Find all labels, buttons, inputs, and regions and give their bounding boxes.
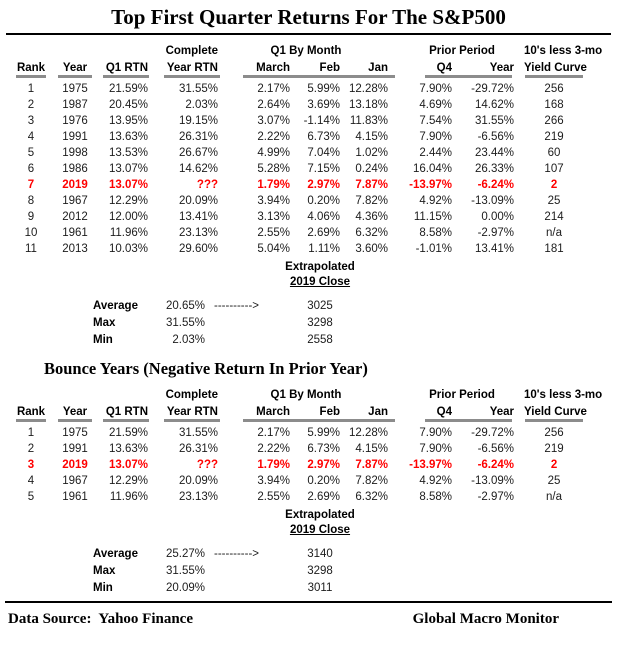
table-cell: 10 <box>24 227 38 239</box>
table-cell: 1967 <box>62 195 88 207</box>
table-cell: 23.44% <box>475 147 515 159</box>
header-underline <box>16 419 46 422</box>
table-cell: 5 <box>27 147 35 159</box>
table-cell: 13.95% <box>108 115 148 127</box>
table-row <box>10 129 584 145</box>
table-cell: 2.17% <box>257 427 290 439</box>
table-row <box>10 489 584 505</box>
extrapolated-close-header <box>250 509 390 536</box>
table-cell: 6.32% <box>355 491 388 503</box>
summary-row-average <box>0 297 617 314</box>
table-cell: 14.62% <box>178 163 218 175</box>
bounce-years-table <box>10 385 603 505</box>
table-cell: 5.99% <box>307 83 340 95</box>
table-cell: 19.15% <box>178 115 218 127</box>
table-row <box>10 457 584 473</box>
table-cell: 2.69% <box>307 227 340 239</box>
col-year-rtn: Year RTN <box>166 406 218 418</box>
table-cell: 11 <box>25 243 37 255</box>
table-cell: 12.28% <box>348 427 388 439</box>
table-cell: 2 <box>550 459 558 471</box>
publisher-label: Global Macro Monitor <box>412 611 559 627</box>
summary-value: 31.55% <box>165 316 205 329</box>
extrapolated-2019-close-label: 2019 Close <box>289 524 351 536</box>
table-row <box>10 225 584 241</box>
data-source-label: Data Source: Yahoo Finance <box>8 611 193 627</box>
col-march: March <box>256 406 290 418</box>
table-cell: 3.60% <box>355 243 388 255</box>
col-q1-rtn: Q1 RTN <box>105 62 148 74</box>
table-cell: 20.09% <box>178 475 218 487</box>
group-header-prior-period: Prior Period <box>429 45 495 57</box>
table-cell: 11.83% <box>349 115 388 127</box>
table-cell: 25 <box>547 475 561 487</box>
summary-close-value: 3011 <box>307 581 333 594</box>
table-cell: 1.11% <box>308 243 340 255</box>
col-feb: Feb <box>319 62 340 74</box>
col-year-rtn: Year RTN <box>166 62 218 74</box>
table-row <box>10 241 584 257</box>
table-row <box>10 81 584 97</box>
table-cell: 13.63% <box>108 131 148 143</box>
table-cell: 1975 <box>62 427 88 439</box>
group-header-10s-less-3mo: 10's less 3-mo <box>524 45 603 57</box>
table-row <box>10 425 584 441</box>
arrow-dashes: ----------> <box>214 547 260 560</box>
header-underline <box>164 419 220 422</box>
group-header-complete: Complete <box>165 45 218 57</box>
table-cell: 12.29% <box>108 195 148 207</box>
table-cell: 2.03% <box>185 99 218 111</box>
table-cell: 12.00% <box>108 211 148 223</box>
table-cell: 31.55% <box>178 83 218 95</box>
table-cell: 9 <box>27 211 35 223</box>
table-cell: 4 <box>27 475 35 487</box>
table-cell: 7.82% <box>355 475 388 487</box>
bounce-years-section-title: Bounce Years (Negative Return In Prior Year) <box>44 359 368 378</box>
table-cell: 1.79% <box>257 179 290 191</box>
table-cell: 219 <box>544 443 564 455</box>
table-cell: 29.60% <box>178 243 218 255</box>
table-cell: 31.55% <box>475 115 515 127</box>
summary-label: Average <box>93 299 138 312</box>
table-cell: 26.31% <box>178 443 218 455</box>
table-cell: n/a <box>546 227 563 239</box>
group-header-10s-less-3mo: 10's less 3-mo <box>524 389 603 401</box>
table-cell: 2.97% <box>307 459 340 471</box>
header-underline <box>58 419 92 422</box>
table-cell: 8.58% <box>419 227 452 239</box>
table-cell: 21.59% <box>108 427 148 439</box>
table-row <box>10 97 584 113</box>
table-cell: 214 <box>544 211 564 223</box>
table-cell: -13.09% <box>471 475 515 487</box>
table-row <box>10 441 584 457</box>
table-cell: 4.06% <box>307 211 340 223</box>
summary-value: 20.09% <box>165 581 205 594</box>
table-cell: 7.90% <box>419 427 452 439</box>
group-header-prior-period: Prior Period <box>429 389 495 401</box>
col-yield-curve: Yield Curve <box>524 406 587 418</box>
col-jan: Jan <box>368 406 388 418</box>
extrapolated-close-header <box>250 261 390 288</box>
table-cell: 12.29% <box>108 475 148 487</box>
table-cell: 13.07% <box>108 459 148 471</box>
summary-value: 31.55% <box>165 564 205 577</box>
col-q1-rtn: Q1 RTN <box>105 406 148 418</box>
table-cell: 5.99% <box>307 427 340 439</box>
summary-value: 25.27% <box>165 547 205 560</box>
table-cell: 6.73% <box>307 443 340 455</box>
table-cell: 1998 <box>62 147 88 159</box>
table-cell: 4.99% <box>257 147 290 159</box>
header-underline <box>243 419 395 422</box>
group-header-row <box>10 41 584 57</box>
table-cell: 31.55% <box>178 427 218 439</box>
table-cell: 0.20% <box>307 475 340 487</box>
table-cell: 2 <box>550 179 558 191</box>
table-cell: 13.53% <box>108 147 148 159</box>
header-underline <box>243 75 395 78</box>
table-cell: 3.07% <box>257 115 290 127</box>
table-cell: 4 <box>27 131 35 143</box>
table-cell: 1987 <box>62 99 88 111</box>
table-cell: 26.31% <box>178 131 218 143</box>
table-cell: 16.04% <box>412 163 452 175</box>
table-cell: 13.41% <box>475 243 515 255</box>
table-cell: 2 <box>27 443 35 455</box>
extrapolated-label: Extrapolated <box>285 509 355 521</box>
table-cell: 2.17% <box>257 83 290 95</box>
table-row <box>10 193 584 209</box>
table-cell: 256 <box>544 427 564 439</box>
table-cell: 12.28% <box>348 83 388 95</box>
summary-block <box>0 297 617 348</box>
table-cell: 2.69% <box>307 491 340 503</box>
table-cell: 1975 <box>62 83 88 95</box>
table-cell: 3 <box>27 115 35 127</box>
header-underline <box>525 75 583 78</box>
summary-row-min <box>0 331 617 348</box>
extrapolated-label: Extrapolated <box>285 261 355 273</box>
column-header-row <box>10 57 584 74</box>
table-cell: 2.55% <box>257 491 290 503</box>
col-year: Year <box>62 62 88 74</box>
table-cell: 266 <box>544 115 564 127</box>
table-row <box>10 113 584 129</box>
table-cell: 5 <box>27 491 35 503</box>
summary-value: 20.65% <box>165 299 205 312</box>
table-cell: 1961 <box>62 227 88 239</box>
table-cell: 1 <box>27 83 35 95</box>
table-cell: -13.97% <box>409 179 452 191</box>
header-underline <box>103 419 149 422</box>
table-cell: 23.13% <box>178 227 218 239</box>
table-cell: 7.82% <box>355 195 388 207</box>
table-cell: 0.20% <box>307 195 340 207</box>
table-cell: -6.56% <box>477 443 515 455</box>
table-cell: -6.24% <box>477 179 515 191</box>
table-cell: 3.94% <box>257 475 290 487</box>
table-cell: 4.15% <box>355 131 388 143</box>
table-cell: 2 <box>27 99 35 111</box>
table-cell: 5.04% <box>257 243 290 255</box>
table-cell: 1986 <box>62 163 88 175</box>
table-cell: 2.55% <box>257 227 290 239</box>
table-cell: 2013 <box>62 243 88 255</box>
table-cell: 10.03% <box>108 243 148 255</box>
col-feb: Feb <box>319 406 340 418</box>
table-cell: 8 <box>27 195 35 207</box>
table-cell: 4.36% <box>355 211 388 223</box>
header-underline <box>425 419 512 422</box>
table-cell: 6 <box>27 163 35 175</box>
table-cell: 60 <box>547 147 561 159</box>
table-cell: 2.22% <box>257 443 290 455</box>
table-cell: -6.24% <box>477 459 515 471</box>
table-cell: -13.97% <box>409 459 452 471</box>
table-cell: 0.24% <box>355 163 388 175</box>
header-underline-row <box>10 74 584 81</box>
table-cell: 256 <box>544 83 564 95</box>
table-cell: 3.94% <box>257 195 290 207</box>
group-header-q1-by-month: Q1 By Month <box>270 389 342 401</box>
table-cell: 13.41% <box>178 211 218 223</box>
header-underline <box>16 75 46 78</box>
col-rank: Rank <box>16 406 46 418</box>
summary-block <box>0 545 617 596</box>
table-cell: 3 <box>27 459 35 471</box>
header-underline-row <box>10 418 584 425</box>
group-header-spacer <box>10 385 154 401</box>
summary-label: Max <box>93 564 116 577</box>
header-underline <box>425 75 512 78</box>
table-cell: 7.54% <box>419 115 452 127</box>
table-cell: 107 <box>544 163 564 175</box>
column-header-row <box>10 401 584 418</box>
table-cell: 4.92% <box>419 475 452 487</box>
col-prior-year: Year <box>489 406 515 418</box>
table-cell: 13.63% <box>108 443 148 455</box>
table-cell: 3.69% <box>307 99 340 111</box>
table-cell: 181 <box>544 243 564 255</box>
arrow-dashes: ----------> <box>214 299 260 312</box>
table-cell: 14.62% <box>475 99 515 111</box>
table-cell: -2.97% <box>477 227 515 239</box>
footer-divider <box>5 601 612 603</box>
table-cell: 20.45% <box>108 99 148 111</box>
table-cell: 11.96% <box>109 491 148 503</box>
summary-value: 2.03% <box>172 333 205 346</box>
summary-close-value: 2558 <box>307 333 333 346</box>
table-cell: 7.90% <box>419 443 452 455</box>
group-header-complete: Complete <box>165 389 218 401</box>
table-cell: 4.69% <box>419 99 452 111</box>
summary-row-max <box>0 314 617 331</box>
summary-close-value: 3140 <box>307 547 333 560</box>
table-cell: 2012 <box>62 211 88 223</box>
col-q4: Q4 <box>436 62 452 74</box>
table-cell: 7.87% <box>355 179 388 191</box>
group-header-spacer <box>10 41 154 57</box>
table-cell: ??? <box>196 459 218 471</box>
table-cell: 5.28% <box>257 163 290 175</box>
table-cell: 2019 <box>62 179 88 191</box>
table-cell: 2.97% <box>307 179 340 191</box>
summary-label: Average <box>93 547 138 560</box>
table-cell: 168 <box>544 99 564 111</box>
col-yield-curve: Yield Curve <box>524 62 587 74</box>
summary-label: Min <box>93 581 113 594</box>
table-cell: 1967 <box>62 475 88 487</box>
table-cell: 7.87% <box>355 459 388 471</box>
table-cell: 4.15% <box>355 443 388 455</box>
col-year: Year <box>62 406 88 418</box>
table-cell: 3.13% <box>257 211 290 223</box>
table-cell: 2.44% <box>419 147 452 159</box>
summary-row-max <box>0 562 617 579</box>
table-cell: n/a <box>546 491 563 503</box>
table-cell: -2.97% <box>477 491 515 503</box>
report-page <box>0 4 617 667</box>
title-divider <box>6 33 611 35</box>
table-cell: 1961 <box>62 491 88 503</box>
summary-close-value: 3298 <box>307 316 333 329</box>
table-cell: 8.58% <box>419 491 452 503</box>
table-cell: 1 <box>27 427 35 439</box>
page-title: Top First Quarter Returns For The S&P500 <box>111 5 506 29</box>
summary-label: Min <box>93 333 113 346</box>
header-underline <box>58 75 92 78</box>
table-cell: 21.59% <box>108 83 148 95</box>
table-cell: 0.00% <box>481 211 515 223</box>
table-cell: -6.56% <box>477 131 515 143</box>
table-cell: 2.22% <box>257 131 290 143</box>
col-march: March <box>256 62 290 74</box>
table-row <box>10 473 584 489</box>
summary-close-value: 3025 <box>307 299 333 312</box>
table-row <box>10 177 584 193</box>
table-cell: ??? <box>196 179 218 191</box>
table-cell: 2019 <box>62 459 88 471</box>
table-cell: 219 <box>544 131 564 143</box>
table-cell: 2.64% <box>257 99 290 111</box>
col-q4: Q4 <box>436 406 452 418</box>
top-q1-returns-table <box>10 41 603 257</box>
table-cell: 4.92% <box>419 195 452 207</box>
table-cell: 13.07% <box>108 179 148 191</box>
col-jan: Jan <box>368 62 388 74</box>
table-cell: 7.15% <box>307 163 340 175</box>
table-cell: -1.01% <box>415 243 452 255</box>
table-cell: 1.79% <box>257 459 290 471</box>
table-cell: 11.15% <box>413 211 452 223</box>
table-cell: 13.07% <box>108 163 148 175</box>
table-row <box>10 161 584 177</box>
table-cell: -1.14% <box>303 115 340 127</box>
summary-row-average <box>0 545 617 562</box>
table-cell: 7 <box>27 179 35 191</box>
table-cell: 20.09% <box>178 195 218 207</box>
table-cell: 1991 <box>62 443 88 455</box>
table-cell: -29.72% <box>471 427 515 439</box>
table-cell: 23.13% <box>178 491 218 503</box>
group-header-q1-by-month: Q1 By Month <box>270 45 342 57</box>
table-cell: 1.02% <box>355 147 388 159</box>
table-cell: 6.32% <box>355 227 388 239</box>
table-row <box>10 209 584 225</box>
table-cell: -29.72% <box>471 83 515 95</box>
table-cell: 7.04% <box>307 147 340 159</box>
table-cell: 13.18% <box>348 99 388 111</box>
extrapolated-2019-close-label: 2019 Close <box>289 276 351 288</box>
summary-close-value: 3298 <box>307 564 333 577</box>
summary-label: Max <box>93 316 116 329</box>
table-cell: 7.90% <box>419 131 452 143</box>
col-prior-year: Year <box>489 62 515 74</box>
table-cell: 1976 <box>62 115 88 127</box>
summary-row-min <box>0 579 617 596</box>
footer <box>8 611 559 628</box>
table-cell: -13.09% <box>471 195 515 207</box>
header-underline <box>164 75 220 78</box>
table-cell: 11.96% <box>109 227 148 239</box>
col-rank: Rank <box>16 62 46 74</box>
table-cell: 7.90% <box>419 83 452 95</box>
table-cell: 26.67% <box>178 147 218 159</box>
group-header-row <box>10 385 584 401</box>
table-cell: 26.33% <box>475 163 515 175</box>
table-cell: 6.73% <box>307 131 340 143</box>
table-cell: 1991 <box>62 131 88 143</box>
table-cell: 25 <box>547 195 561 207</box>
table-row <box>10 145 584 161</box>
header-underline <box>103 75 149 78</box>
header-underline <box>525 419 583 422</box>
